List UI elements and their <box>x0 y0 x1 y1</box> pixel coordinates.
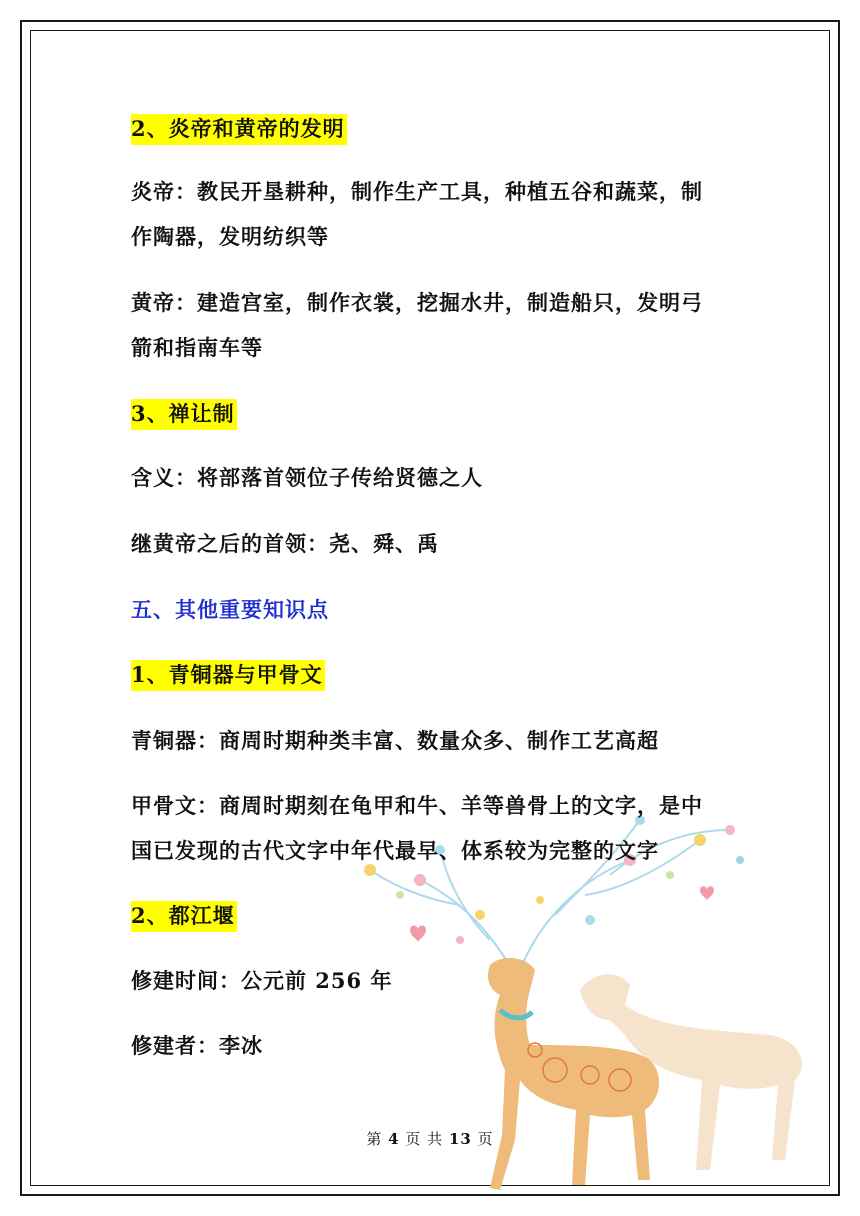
paragraph-oracle-line2: 国已发现的古代文字中年代最早、体系较为完整的文字 <box>131 838 659 863</box>
paragraph-successors: 继黄帝之后的首领：尧、舜、禹 <box>131 531 439 556</box>
heading-bronze-oracle: 1、青铜器与甲骨文 <box>131 660 325 690</box>
page-number-footer: 第 4 页 共 13 页 <box>366 1130 494 1148</box>
paragraph-huangdi-line1: 黄帝：建造宫室，制作衣裳，挖掘水井，制造船只，发明弓 <box>131 290 703 315</box>
paragraph-build-time: 修建时间：公元前 256 年 <box>131 968 393 993</box>
section-heading-other-knowledge: 五、其他重要知识点 <box>131 597 329 622</box>
heading-dujiangyan: 2、都江堰 <box>131 901 237 931</box>
paragraph-oracle-line1: 甲骨文：商周时期刻在龟甲和牛、羊等兽骨上的文字，是中 <box>131 793 703 818</box>
paragraph-builder: 修建者：李冰 <box>131 1033 263 1058</box>
heading-yandi-huangdi-inventions: 2、炎帝和黄帝的发明 <box>131 114 347 144</box>
paragraph-bronze: 青铜器：商周时期种类丰富、数量众多、制作工艺高超 <box>131 728 659 753</box>
paragraph-yandi-line1: 炎帝：教民开垦耕种，制作生产工具，种植五谷和蔬菜，制 <box>131 179 703 204</box>
current-page-number: 4 <box>388 1130 400 1148</box>
front-deer <box>488 958 659 1190</box>
heading-shanrang: 3、禅让制 <box>131 399 237 429</box>
paragraph-yandi-line2: 作陶器，发明纺织等 <box>131 224 329 249</box>
total-page-number: 13 <box>448 1130 472 1148</box>
paragraph-meaning: 含义：将部落首领位子传给贤德之人 <box>131 465 483 490</box>
paragraph-huangdi-line2: 箭和指南车等 <box>131 335 263 360</box>
